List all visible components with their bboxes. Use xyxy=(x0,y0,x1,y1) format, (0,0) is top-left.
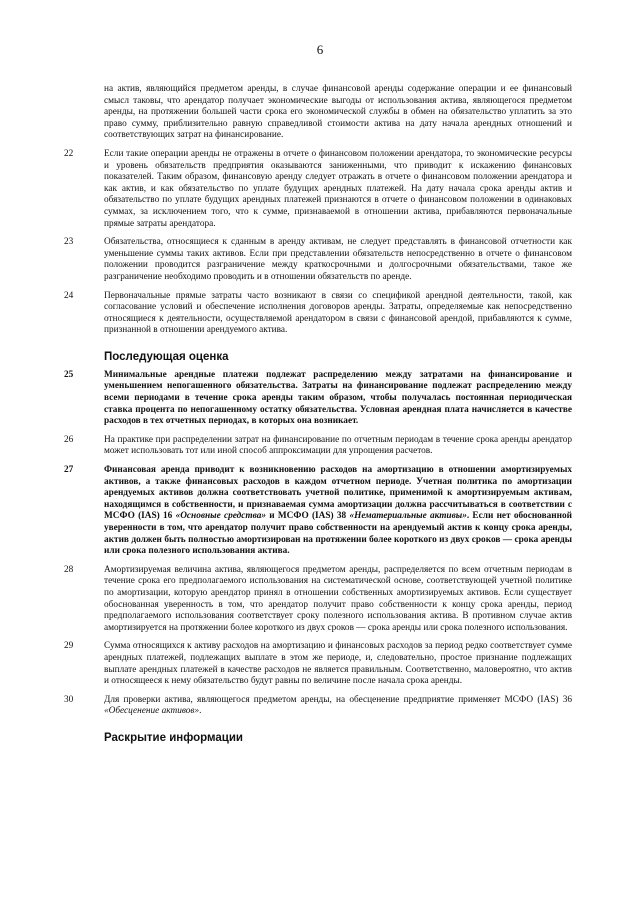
paragraph-30 xyxy=(64,695,572,718)
section-heading-subsequent-measurement: Последующая оценка xyxy=(104,350,229,363)
paragraph-22 xyxy=(64,149,572,230)
paragraph-number: 30 xyxy=(64,694,74,705)
paragraph-text: На практике при распределении затрат на финансирование по отчетным периодам в течение срока аренды арендатор может использовать тот или иной способ аппроксимации для упрощения расчетов. xyxy=(104,434,572,457)
paragraph-number: 29 xyxy=(64,641,74,652)
paragraph-text: Амортизируемая величина актива, являющегося предметом аренды, распределяется по всем отчетным периодам в течение срока его предполагаемого использования на систематической основе, соответствующей учетной политике по амортизации, которую арендатор принял в отношении собственных амортизируемых активов. Если существует обоснованная уверенность в том, что арендатор получит право собственности к концу срока аренды, период предполагаемого использования соответствует сроку полезного использования актива. В противном случае актив амортизируется на протяжении более короткого из двух сроков — срока аренды или срока полезного использования. xyxy=(104,564,572,633)
text-run: и МСФО (IAS) 38 xyxy=(266,511,350,522)
paragraph-25 xyxy=(64,370,572,428)
paragraph-29 xyxy=(64,641,572,687)
paragraph-text: Минимальные арендные платежи подлежат распределению между затратами на финансирование и уменьшением непогашенного обязательства. Затраты на финансирование подлежат распределению между всеми периодами в течение срока аренды таким образом, чтобы получалась постоянная периодическая ставка процента по непогашенному остатку обязательства. Условная арендная плата начисляется в качестве расходов в тех отчетных периодах, в которых она возникает. xyxy=(104,369,572,427)
standard-title: «Нематериальные активы» xyxy=(349,511,467,522)
text-run: . Если нет обоснованной уверенности в том, что арендатор получит право собственности на арендуемый актив к концу срока аренды, актив должен быть полностью амортизирован на протяжении более короткого из двух сроков — срока аренды или срока полезного использования актива. xyxy=(104,511,572,557)
paragraph-text: Сумма относящихся к активу расходов на амортизацию и финансовых расходов за период редко соответствует сумме арендных платежей, подлежащих выплате в этом же периоде, и, следовательно, простое признание подлежащих выплате арендных платежей в качестве расходов не является правильным. Соответственно, маловероятно, что актив и относящееся к нему обязательство будут равны по величине после начала срока аренды. xyxy=(104,641,572,687)
paragraph-number: 23 xyxy=(64,237,74,248)
paragraph-number: 28 xyxy=(64,564,74,575)
text-run: Для проверки актива, являющегося предметом аренды, на обесценение предприятие применяет МСФО (IAS) 36 xyxy=(104,694,572,705)
paragraph-number: 26 xyxy=(64,434,74,445)
paragraph-number: 27 xyxy=(64,465,74,476)
text-run: . xyxy=(199,706,202,717)
standard-title: «Обесценение активов» xyxy=(104,706,200,717)
page-content xyxy=(64,84,572,750)
paragraph-text: Первоначальные прямые затраты часто возникают в связи со спецификой арендной деятельности, такой, как согласование условий и обеспечение исполнения договоров аренды. Затраты, определяемые как непосредственно относящиеся к деятельности, осуществляемой арендатором в связи с финансовой арендой, прибавляются к сумме, признанной в отношении арендуемого актива. xyxy=(104,290,572,336)
standard-title: «Основные средства» xyxy=(175,511,267,522)
paragraph-text xyxy=(104,465,572,558)
paragraph-28 xyxy=(64,565,572,635)
text-run: Финансовая аренда приводит к возникновению расходов на амортизацию в отношении амортизируемых активов, а также финансовых расходов в каждом отчетном периоде. Учетная политика по амортизации арендуемых активов должна соответствовать учетной политике, применимой к амортизируемым активам, находящимся в собственности, и признаваемая сумма амортизации должна рассчитываться в соответствии с МСФО (IAS) 16 xyxy=(104,465,572,522)
paragraph-number: 24 xyxy=(64,290,74,301)
intro-paragraph xyxy=(104,84,572,142)
page-number: 6 xyxy=(316,42,324,57)
paragraph-27 xyxy=(64,465,572,558)
paragraph-text: Обязательства, относящиеся к сданным в аренду активам, не следует представлять в финансовой отчетности как уменьшение суммы таких активов. Если при представлении обязательств непосредственно в отчете о финансовом положении проводится разграничение между краткосрочными и долгосрочными обязательствами, такое же разграничение необходимо проводить и в отношении обязательств по аренде. xyxy=(104,237,572,282)
paragraph-26 xyxy=(64,435,572,458)
paragraph-number: 22 xyxy=(64,148,74,159)
paragraph-23 xyxy=(64,237,572,283)
section-heading-disclosure: Раскрытие информации xyxy=(104,731,243,744)
paragraph-text xyxy=(104,695,572,718)
paragraph-text: на актив, являющийся предметом аренды, в случае финансовой аренды содержание операции и ее финансовый смысл таковы, что арендатор получает экономические выгоды от использования актива, являющегося предметом аренды, на протяжении большей части срока его экономической службы в обмен на обязательство уплатить за это право сумму, приблизительно равную справедливой стоимости актива на дату начала арендных отношений и соответствующих затрат на финансирование. xyxy=(104,84,572,141)
paragraph-number: 25 xyxy=(64,369,74,380)
paragraph-24 xyxy=(64,291,572,337)
paragraph-text: Если такие операции аренды не отражены в отчете о финансовом положении арендатора, то экономические ресурсы и уровень обязательств предприятия оказываются заниженными, что приводит к искажению финансовых показателей. Таким образом, финансовую аренду следует отражать в отчете о финансовом положении арендатора и как актив, и как обязательство по уплате будущих арендных платежей. На дату начала срока аренды актив и обязательство по уплате будущих арендных платежей признаются в отчете о финансовом положении в одинаковых суммах, за исключением того, что к сумме, признаваемой в отношении актива, прибавляются первоначальные прямые затраты арендатора. xyxy=(104,148,572,229)
